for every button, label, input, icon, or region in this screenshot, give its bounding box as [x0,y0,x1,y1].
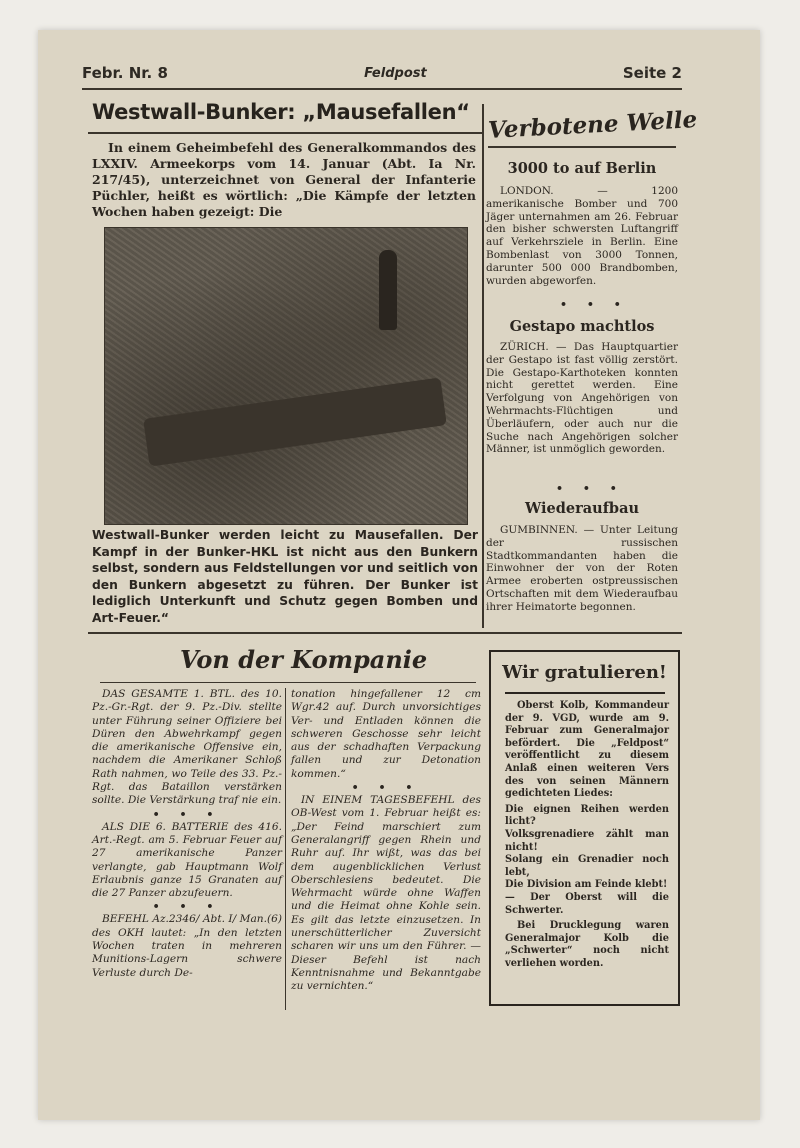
section-rule [88,632,682,634]
masthead-rule [82,88,682,90]
trench-shape [143,377,447,466]
verse-line-2: Volksgrenadiere zählt man nicht! [505,828,669,853]
news-item-tagesbefehl: IN EINEM TAGESBEFEHL des OB-West vom 1. Februar heißt es: „Der Feind marschiert zum Generalangriff gegen Rhein und Ruhr auf. Ihr wißt, was das bei dem augenblicklichen Verlust Oberschlesiens bedeutet. Die Wehrmacht würde ohne Waffen und die Heimat ohne Kohle sein. Es gilt das letzte einzusetzen. In unerschütterlicher Zuversicht scharen wir uns um den Führer. — Dieser Befehl ist nach Kenntnisnahme und Bekanntgabe zu vernichten.“ [291,794,481,993]
gratulation-title: Wir gratulieren! [502,662,667,683]
kompanie-title: Von der Kompanie [180,645,428,674]
separator-2: • • • [556,482,625,495]
article-headline-berlin: 3000 to auf Berlin [507,160,657,177]
main-lead: In einem Geheimbefehl des Generalkommandos des LXXIV. Armeekorps vom 14. Januar (Abt. Ia Nr. 217/45), unterzeichnet von General der Infanterie Püchler, heißt es wörtlich: „Die Kämpfe der letzten Wochen haben gezeigt: Die [92,140,476,219]
verse-line-1: Die eignen Reihen werden licht? [505,803,669,828]
news-item-batterie: ALS DIE 6. BATTERIE des 416. Art.-Regt. am 5. Februar Feuer auf 27 amerikanische Panzer verlangte, gab Hauptmann Wolf Erlaubnis ganze 15 Granaten auf die 27 Panzer abzufeuern. [92,820,282,900]
main-headline: Westwall-Bunker: „Mausefallen“ [92,100,470,124]
soldier-figure [379,250,397,330]
kompanie-column-divider [285,688,286,1010]
right-column-title: Verbotene Welle [487,106,698,144]
column-divider [482,104,484,628]
verse-line-5: — Der Oberst will die Schwerter. [505,891,669,916]
gratulation-outro: Bei Drucklegung waren Generalmajor Kolb die „Schwerter“ noch nicht verliehen worden. [505,920,669,969]
article-headline-gestapo: Gestapo machtlos [509,318,655,335]
article-text-gestapo: ZÜRICH. — Das Hauptquartier der Gestapo ist fast völlig zerstört. Die Gestapo-Karthoteken konnten nicht gerettet werden. Eine Verfolgung von Angehörigen von Wehrmachts-Flüchtigen und Überläufern, oder auch nur die Suche nach Angehörigen solcher Männer, ist unmöglich geworden. [486,341,678,456]
kompanie-rule [100,682,476,683]
article-text-berlin: LONDON. — 1200 amerikanische Bomber und 700 Jäger unternahmen am 26. Februar den bisher schwersten Luftangriff auf Verkehrsziele in Berlin. Eine Bombenlast von 3000 Tonnen, darunter 500 000 Brandbomben, wurden abgeworfen. [486,185,678,287]
separator-k1: • • • [152,807,222,821]
right-title-rule [488,146,676,148]
issue-number: Febr. Nr. 8 [82,64,168,82]
article-headline-wiederaufbau: Wiederaufbau [524,500,640,517]
masthead-bar [82,60,682,86]
soldier-at-bunker-photo [104,227,468,525]
page-number: Seite 2 [622,64,682,82]
headline-rule [88,132,482,134]
gratulation-intro: Oberst Kolb, Kommandeur der 9. VGD, wurde am 9. Februar zum Generalmajor befördert. Die „Feldpost“ veröffentlicht zu diesem Anlaß einen weiteren Vers des von seinen Männern gedichteten Liedes: [505,700,669,800]
paper-name: Feldpost [364,65,427,81]
main-caption: Westwall-Bunker werden leicht zu Mausefallen. Der Kampf in der Bunker-HKL ist nicht aus den Bunkern selbst, sondern aus Feldstellungen vor und seitlich von den Bunkern abgesetzt zu führen. Der Bunker ist lediglich Unterkunft und Schutz gegen Bomben und Art-Feuer.“ [92,528,478,625]
verse-line-4: Die Division am Feinde klebt! [505,879,668,891]
separator-k2: • • • [152,900,222,914]
gratulation-rule [505,692,665,694]
news-item-befehl-cont: tonation hingefallener 12 cm Wgr.42 auf. Durch unvorsichtiges Ver- und Entladen können die schweren Geschosse sehr leicht aus der schadhaften Verpackung fallen und zur Detonation kommen.“ [291,688,481,780]
article-text-wiederaufbau: GUMBINNEN. — Unter Leitung der russischen Stadtkommandanten haben die Einwohner der von der Roten Armee eroberten ostpreussischen Ortschaften mit dem Wiederaufbau ihrer Heimatorte begonnen. [486,524,678,613]
kompanie-column-2 [291,688,481,994]
news-item-befehl: BEFEHL Az.2346/ Abt. I/ Man.(6) des OKH lautet: „In den letzten Wochen traten in mehreren Munitions-Lagern schwere Verluste durch De- [92,913,282,979]
news-item-btl: DAS GESAMTE 1. BTL. des 10. Pz.-Gr.-Rgt. der 9. Pz.-Div. stellte unter Führung seiner Offiziere bei Düren den Abwehrkampf gegen die amerikanische Offensive ein, nachdem die Amerikaner Schloß Rath nahmen, wo Teile des 33. Pz.-Rgt. das Bataillon verstärken sollte. Die Verstärkung traf nie ein. [92,688,282,807]
separator-k3: • • • [351,781,421,795]
separator-1: • • • [560,298,629,311]
gratulation-box [489,650,680,1006]
kompanie-column-1 [92,688,282,980]
verse-line-3: Solang ein Grenadier noch lebt, [505,854,669,878]
gratulation-text [505,700,669,970]
